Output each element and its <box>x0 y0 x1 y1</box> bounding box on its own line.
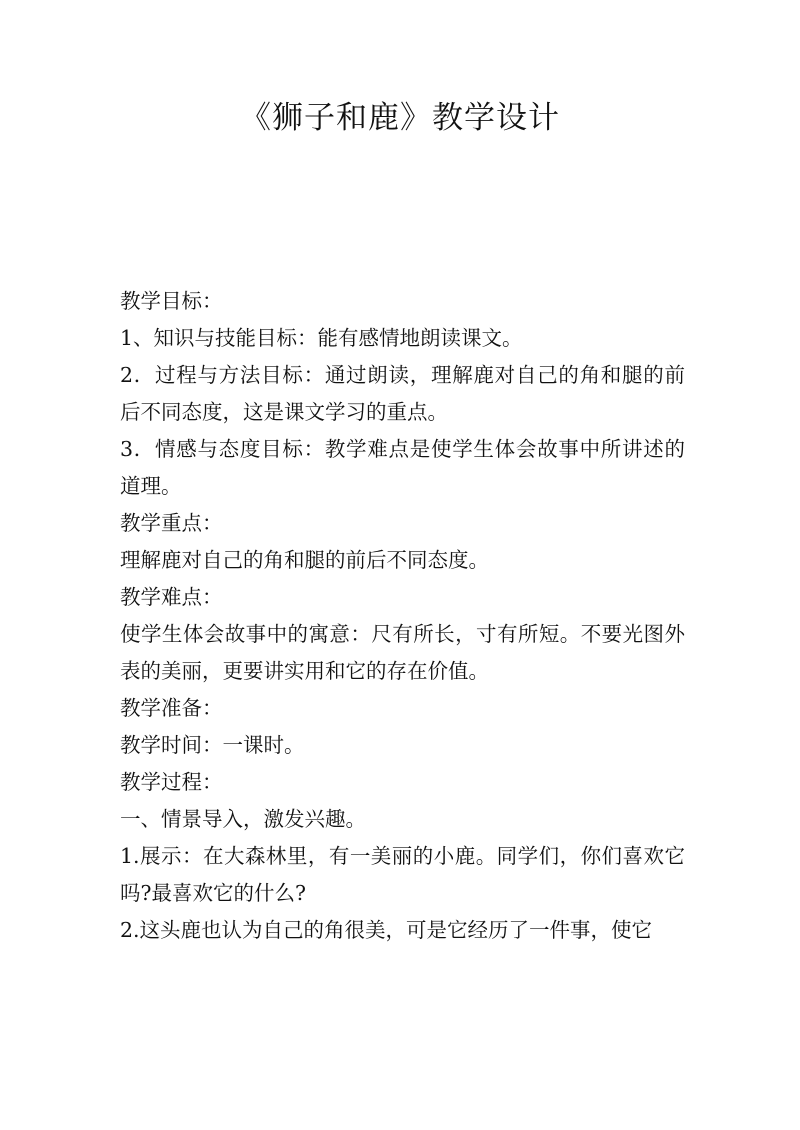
paragraph-step-1: 1.展示：在大森林里，有一美丽的小鹿。同学们，你们喜欢它吗?最喜欢它的什么? <box>120 844 685 905</box>
paragraph-teaching-time: 教学时间：一课时。 <box>120 733 305 757</box>
document-body <box>120 283 685 949</box>
paragraph-process-heading: 教学过程： <box>120 770 223 794</box>
paragraph-preparation-heading: 教学准备： <box>120 696 223 720</box>
paragraph-key-points-heading: 教学重点： <box>120 511 223 535</box>
paragraph-goal-2: 2．过程与方法目标：通过朗读，理解鹿对自己的角和腿的前后不同态度，这是课文学习的重点。 <box>120 363 685 424</box>
paragraph-section-1-heading: 一、情景导入，激发兴趣。 <box>120 807 366 831</box>
paragraph-teaching-goals-heading: 教学目标： <box>120 289 223 313</box>
document-title: 《狮子和鹿》教学设计 <box>240 100 560 136</box>
paragraph-difficulties-heading: 教学难点： <box>120 585 223 609</box>
paragraph-step-2: 2.这头鹿也认为自己的角很美，可是它经历了一件事，使它 <box>120 918 653 942</box>
paragraph-goal-1: 1、知识与技能目标：能有感情地朗读课文。 <box>120 326 523 350</box>
paragraph-key-points: 理解鹿对自己的角和腿的前后不同态度。 <box>120 548 489 572</box>
paragraph-difficulties: 使学生体会故事中的寓意：尺有所长，寸有所短。不要光图外表的美丽，更要讲实用和它的存在价值。 <box>120 622 685 683</box>
paragraph-goal-3: 3．情感与态度目标：教学难点是使学生体会故事中所讲述的道理。 <box>120 437 685 498</box>
